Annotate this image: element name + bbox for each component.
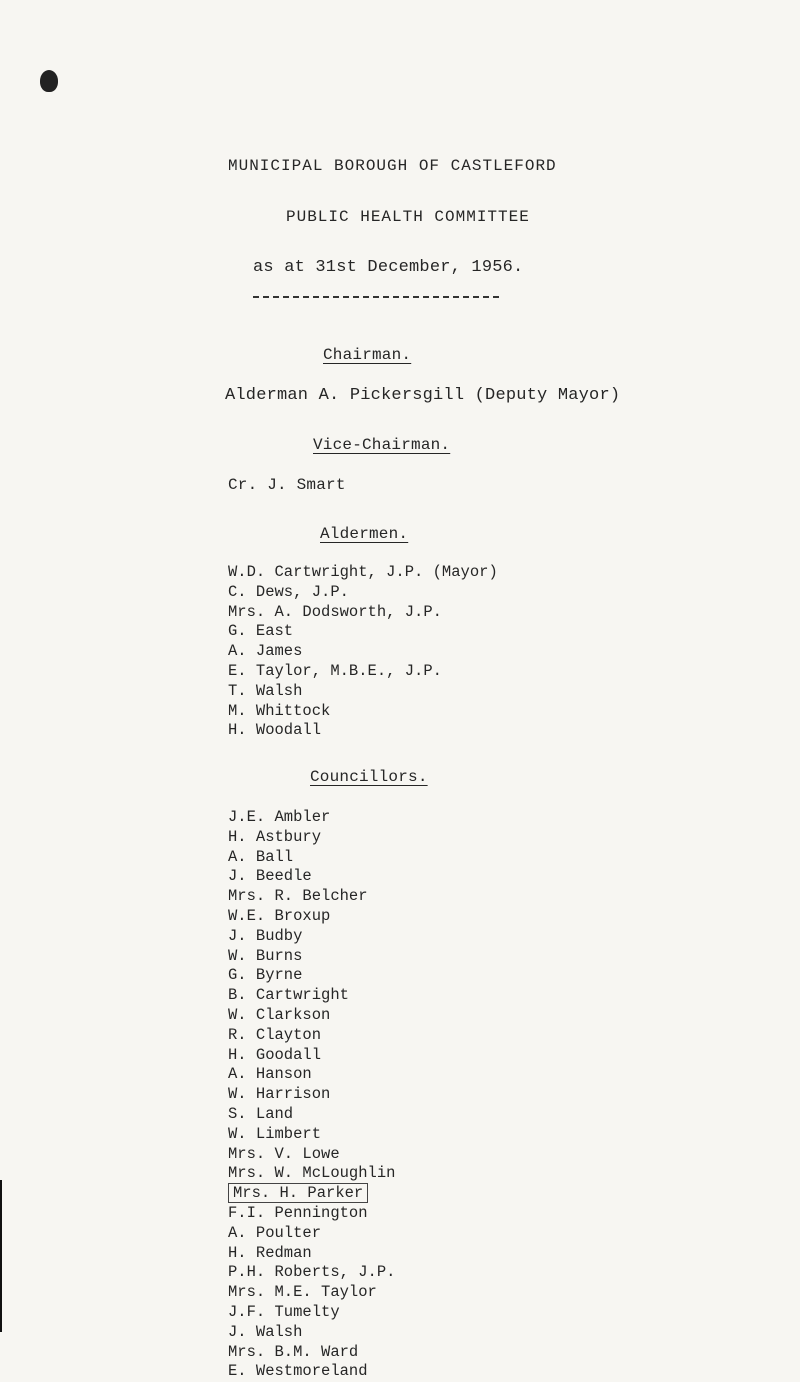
list-item: W. Clarkson [228,1005,331,1024]
list-item: J.E. Ambler [228,808,331,826]
list-item: G. East [228,622,294,641]
list-item: Mrs. W. McLoughlin [228,1164,396,1183]
councillors-list [228,808,395,1382]
header-divider [253,296,499,298]
borough-title: MUNICIPAL BOROUGH OF CASTLEFORD [228,157,557,175]
list-item: E. Taylor, M.B.E., J.P. [228,661,442,680]
list-item: H. Woodall [228,721,322,740]
list-item: J. Budby [228,926,303,945]
list-item: W. Harrison [228,1085,331,1104]
list-item: W. Burns [228,946,303,965]
aldermen-heading: Aldermen. [320,525,409,543]
list-item: W.E. Broxup [228,906,331,925]
list-item: C. Dews, J.P. [228,582,349,601]
list-item: G. Byrne [228,966,303,985]
chairman-heading: Chairman. [323,346,412,364]
list-item: A. Hanson [228,1065,312,1084]
list-item: A. Poulter [228,1223,322,1242]
list-item: F.I. Pennington [228,1203,368,1222]
list-item: J. Walsh [228,1322,303,1341]
list-item: H. Astbury [228,827,322,846]
list-item: R. Clayton [228,1025,322,1044]
committee-title: PUBLIC HEALTH COMMITTEE [286,208,530,226]
list-item: A. Ball [228,847,294,866]
chairman-name: Alderman A. Pickersgill (Deputy Mayor) [225,386,621,405]
list-item: T. Walsh [228,681,303,700]
list-item: W.D. Cartwright, J.P. (Mayor) [228,563,498,581]
boxed-entry: Mrs. H. Parker [228,1183,368,1203]
list-item: Mrs. V. Lowe [228,1144,340,1163]
scan-edge-line [0,1180,2,1332]
list-item: P.H. Roberts, J.P. [228,1263,396,1282]
aldermen-list [228,563,498,741]
list-item: Mrs. B.M. Ward [228,1342,359,1361]
list-item: Mrs. R. Belcher [228,887,368,906]
list-item: Mrs. A. Dodsworth, J.P. [228,602,442,621]
vice-chairman-heading: Vice-Chairman. [313,436,451,454]
list-item: H. Goodall [228,1045,322,1064]
list-item [228,1184,395,1204]
list-item: B. Cartwright [228,986,349,1005]
list-item: Mrs. M.E. Taylor [228,1283,377,1302]
list-item: E. Westmoreland [228,1362,368,1381]
councillors-heading: Councillors. [310,768,428,786]
list-item: J. Beedle [228,867,312,886]
list-item: A. James [228,642,303,661]
vice-chairman-name: Cr. J. Smart [228,476,346,494]
list-item: J.F. Tumelty [228,1302,340,1321]
list-item: M. Whittock [228,701,331,720]
ink-blot-mark [40,70,58,92]
list-item: S. Land [228,1104,294,1123]
list-item: W. Limbert [228,1124,322,1143]
list-item: H. Redman [228,1243,312,1262]
date-line: as at 31st December, 1956. [253,258,524,277]
